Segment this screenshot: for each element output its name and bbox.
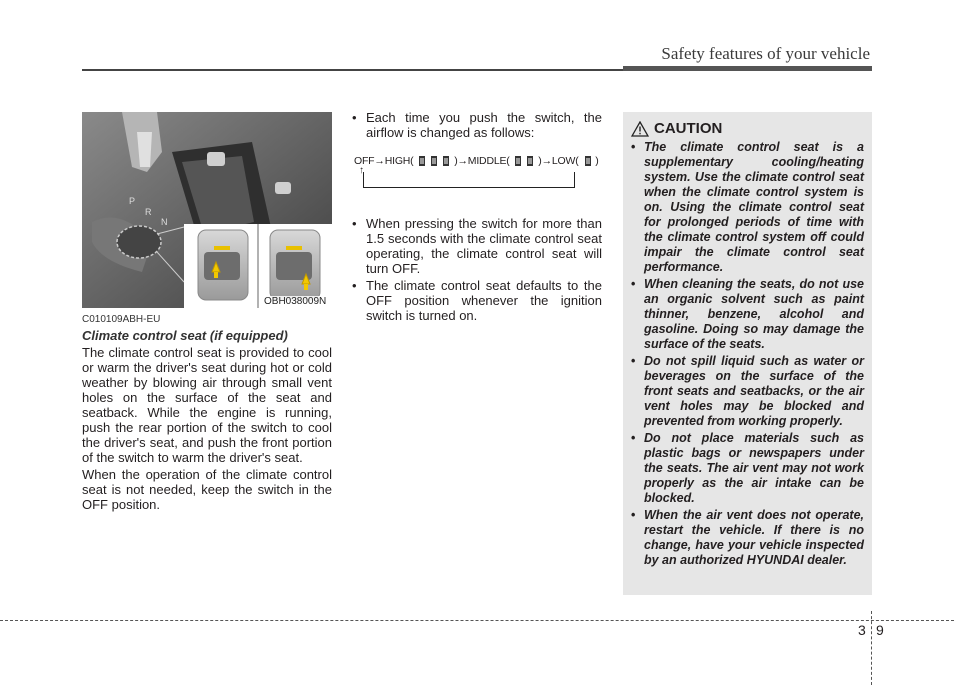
bullet-default-off: • The climate control seat defaults to the OFF position whenever the ignition switch is turned on. — [350, 278, 602, 323]
airflow-sequence-diagram: OFF→HIGH( )→MIDDLE( )→LOW( ) ↑ — [350, 148, 602, 210]
chapter-number: 3 — [858, 622, 866, 638]
airflow-column — [350, 110, 602, 323]
airflow-arrow: → — [374, 155, 385, 167]
svg-text:P: P — [129, 196, 136, 206]
seat-fan-icon-2 — [513, 155, 537, 167]
loop-up-arrow-icon: ↑ — [359, 165, 364, 176]
header-rule-accent — [623, 66, 872, 71]
bullet-long-press: • When pressing the switch for more than 1.5 seconds with the climate control seat operating, the climate control seat will turn OFF. — [350, 216, 602, 276]
page-number: 9 — [876, 622, 884, 638]
caution-item: • Do not spill liquid such as water or beverages on the surface of the front seats and seatbacks, or the air vent holes may be blocked and prevented from working properly. — [631, 354, 864, 429]
caution-item: • When the air vent does not operate, restart the vehicle. If there is no change, have your vehicle inspected by an authorized HYUNDAI dealer. — [631, 508, 864, 568]
airflow-loop-line — [363, 172, 575, 188]
caution-item: • Do not place materials such as plastic bags or newspapers under the seats. The air vent may not work properly as the air intake can be blocked. — [631, 431, 864, 506]
paragraph-1: The climate control seat is provided to cool or warm the driver's seat during hot or cold weather by blowing air through small vent holes on the surface of the seat and seatback. While the engine is running, push the rear portion of the switch to cool the driver's seat, and push the front portion of the switch to warm the driver's seat. — [82, 345, 332, 465]
airflow-high-label: HIGH( — [384, 155, 414, 167]
caution-box — [623, 112, 872, 595]
caution-item: • The climate control seat is a supplementary cooling/heating system. Use the climate control seat when the climate control system is on. Using the climate control seat for prolonged periods of time with the climate control system off could impair the climate control seat performance. — [631, 140, 864, 275]
airflow-low-label: LOW( — [551, 155, 579, 167]
section-body — [82, 345, 332, 514]
caution-title: CAUTION — [654, 120, 723, 137]
seat-fan-icon-1 — [582, 155, 594, 167]
seat-fan-icon-3 — [417, 155, 453, 167]
paragraph-2: When the operation of the climate control seat is not needed, keep the switch in the OFF position. — [82, 467, 332, 512]
footer-dashed-rule — [0, 620, 954, 621]
page-header-title: Safety features of your vehicle — [661, 44, 870, 63]
section-subheading: Climate control seat (if equipped) — [82, 328, 288, 343]
footer-page-divider — [871, 611, 872, 685]
svg-text:R: R — [145, 207, 152, 217]
section-code: C010109ABH-EU — [82, 314, 161, 325]
caution-item: • When cleaning the seats, do not use an organic solvent such as paint thinner, benzene, alcohol and gasoline. Doing so may damage the surface of the seats. — [631, 277, 864, 352]
warning-triangle-icon — [631, 121, 649, 137]
airflow-off-label: OFF — [354, 155, 375, 167]
svg-text:N: N — [161, 217, 168, 227]
climate-seat-switch-photo — [82, 112, 332, 308]
figure-credit: OBH038009N — [264, 296, 327, 307]
bullet-airflow-change: • Each time you push the switch, the airflow is changed as follows: — [350, 110, 602, 140]
airflow-middle-label: MIDDLE( — [467, 155, 510, 167]
